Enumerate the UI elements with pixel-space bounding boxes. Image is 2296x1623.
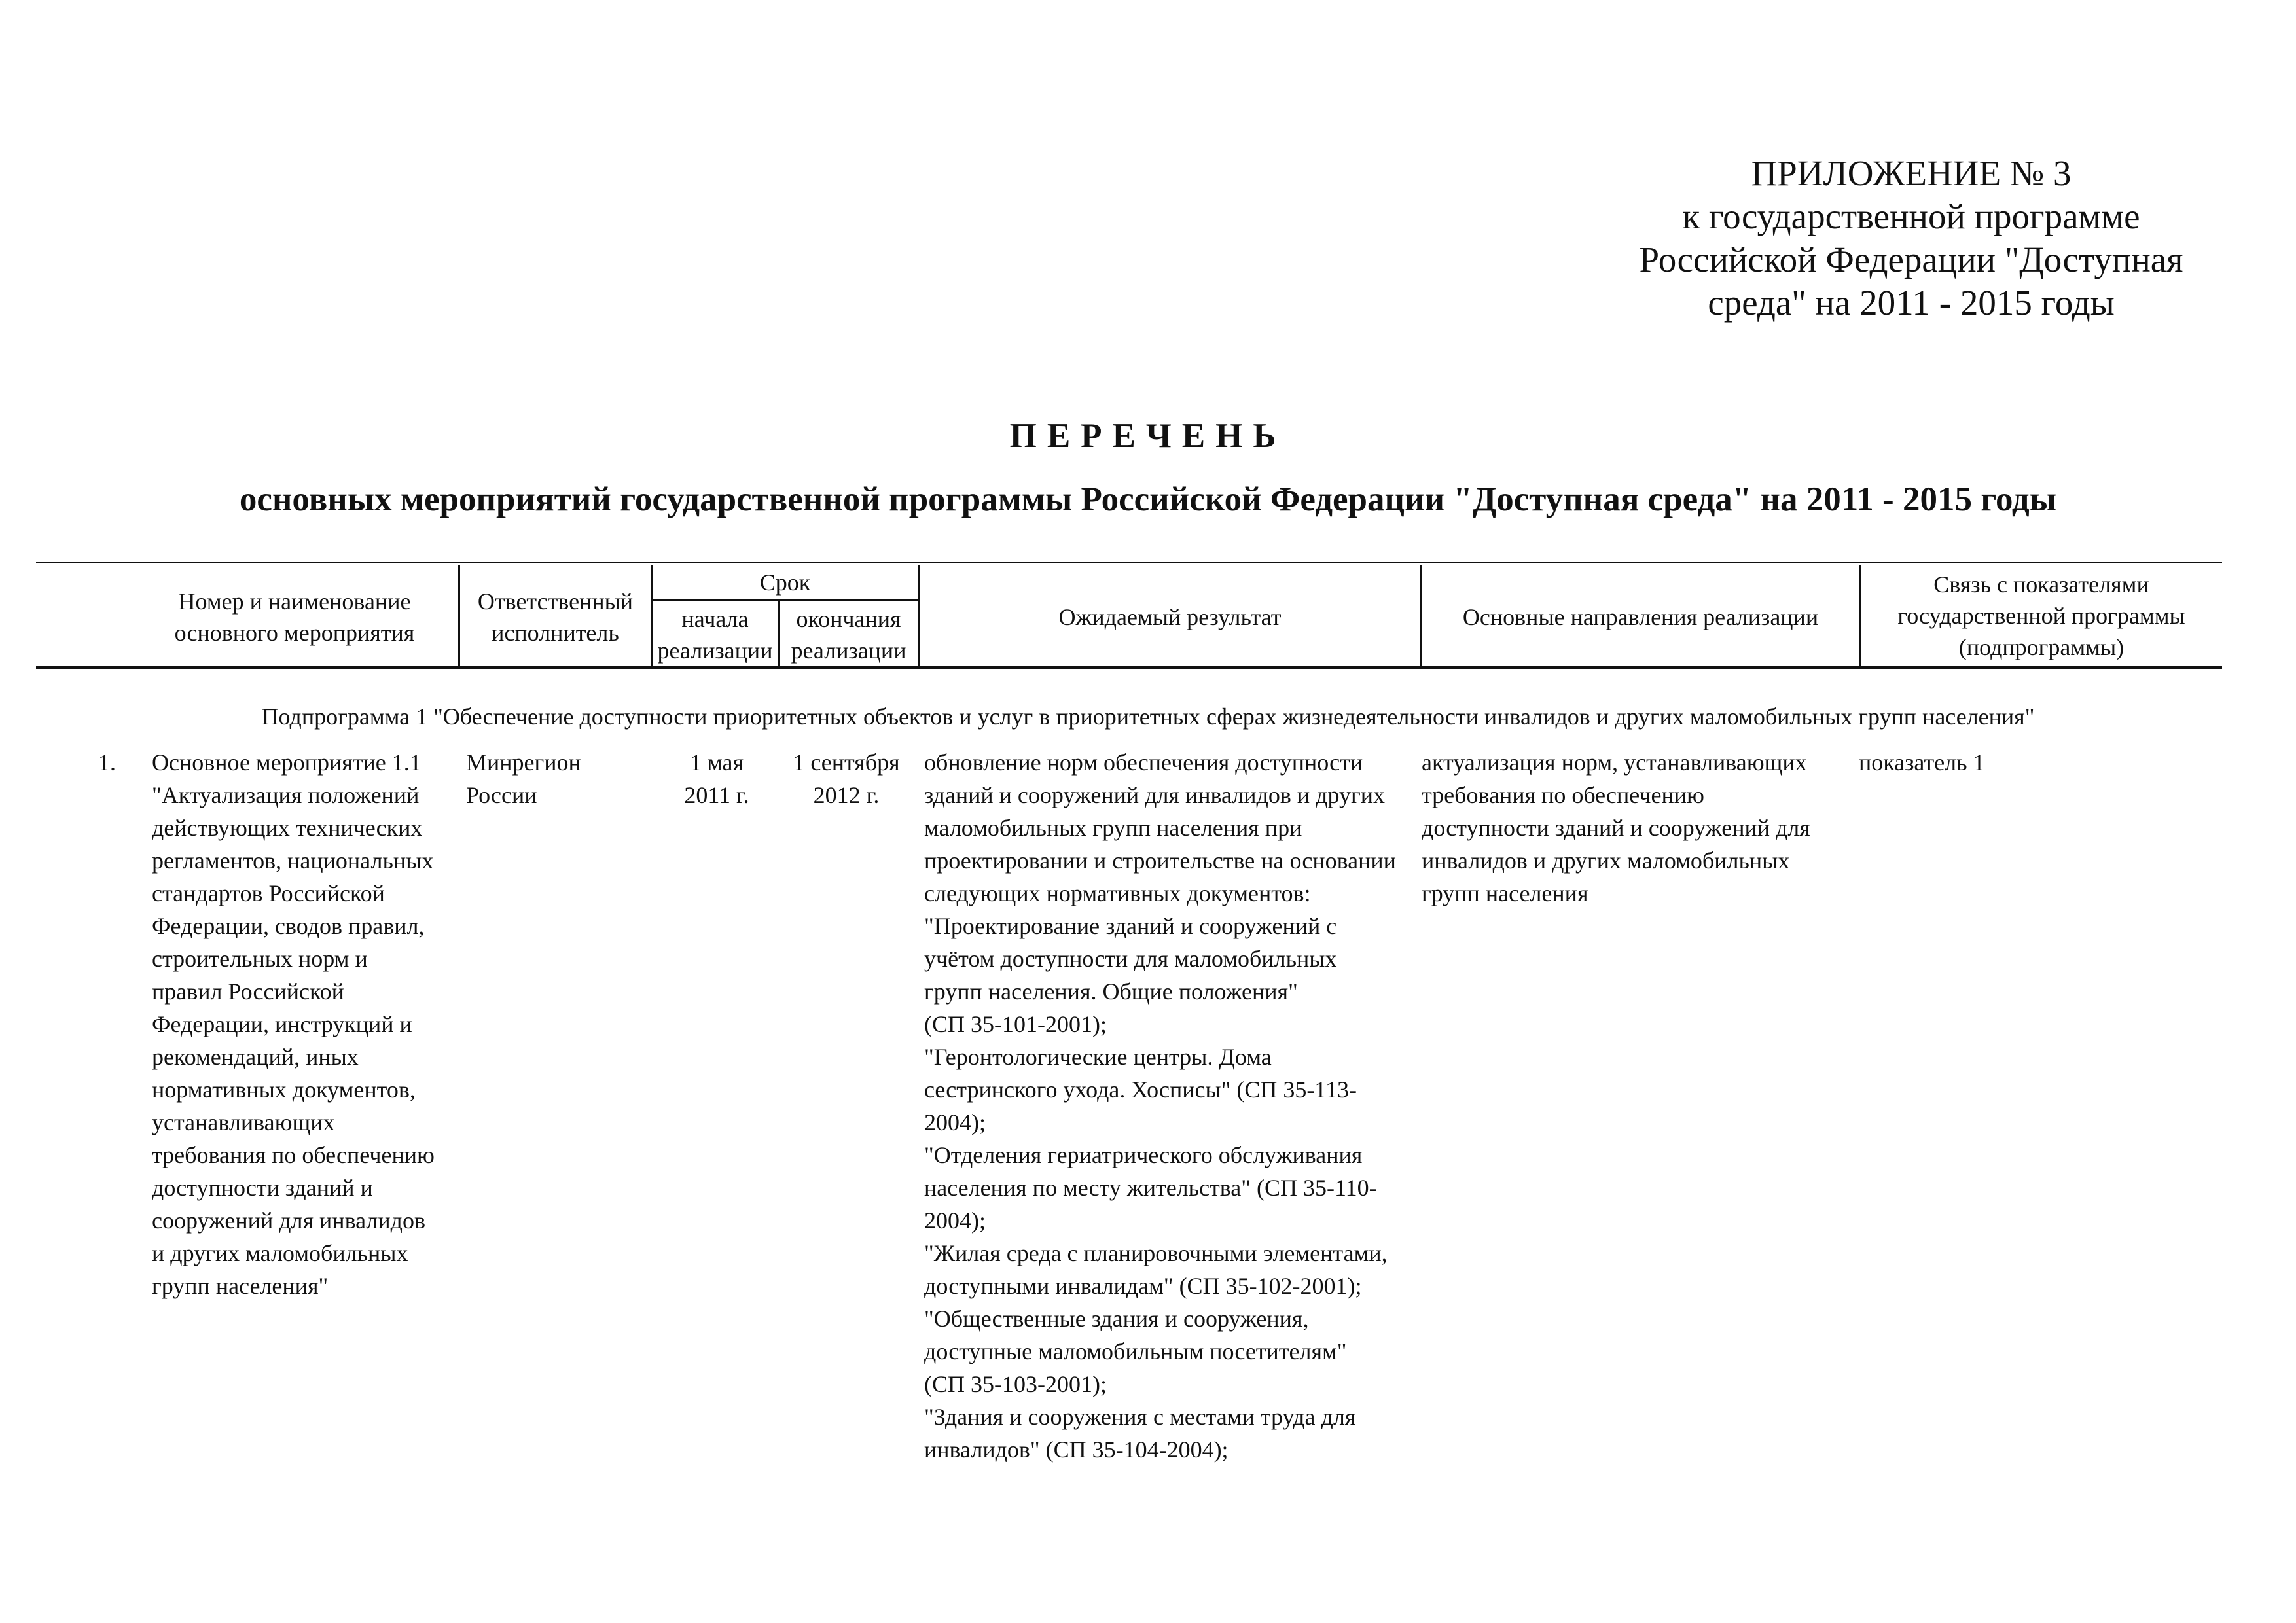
row-start-date: 1 мая 2011 г.: [684, 749, 749, 808]
appendix-line: среда" на 2011 - 2015 годы: [1708, 283, 2115, 323]
document-subtitle: основных мероприятий государственной программы Российской Федерации "Доступная среда" на 2011 - 2015 годы: [239, 480, 2057, 518]
header-term-start: начала реализации: [657, 606, 773, 664]
row-indicator-link: показатель 1: [1859, 749, 1985, 776]
row-expected-result: обновление норм обеспечения доступности зданий и сооружений для инвалидов и других маломобильных групп населения при проектировании и строительстве на основании следующих нормативных документов: "Проектирование зданий и сооружений с учётом доступности для маломобильных групп населения. Общие положения" (СП 35-101-2001); "Геронтологические центры. Дома сестринского ухода. Хосписы" (СП 35-113- 2004); "Отделения гериатрического обслуживания населения по месту жительства" (СП 35-110- 2004); "Жилая среда с планировочными элементами, доступными инвалидам" (СП 35-102-2001); "Общественные здания и сооружения, доступные маломобильным посетителям" (СП 35-103-2001); "Здания и сооружения с местами труда для инвалидов" (СП 35-104-2004);: [924, 749, 1396, 1463]
document-title: ПЕРЕЧЕНЬ: [1009, 417, 1287, 455]
row-measure: Основное мероприятие 1.1 "Актуализация положений действующих технических регламентов, национальных стандартов Российской Федерации, сводов правил, строительных норм и правил Российской Федерации, инструкций и рекомендаций, иных нормативных документов, устанавливающих требования по обеспечению доступности зданий и сооружений для инвалидов и других маломобильных групп населения": [152, 749, 435, 1299]
header-result: Ожидаемый результат: [1058, 604, 1282, 630]
appendix-line: ПРИЛОЖЕНИЕ № 3: [1751, 153, 2072, 193]
term-divider-rule: [651, 599, 918, 601]
header-directions: Основные направления реализации: [1462, 604, 1819, 630]
row-number: 1.: [98, 749, 116, 776]
table-top-rule: [36, 562, 2222, 563]
header-term-end: окончания реализации: [791, 606, 906, 664]
header-term: Срок: [759, 569, 811, 596]
row-directions: актуализация норм, устанавливающих требования по обеспечению доступности зданий и сооружений для инвалидов и других маломобильных групп населения: [1422, 749, 1810, 906]
header-measure: Номер и наименование основного мероприятия: [174, 588, 415, 646]
header-executor: Ответственный исполнитель: [477, 588, 634, 646]
table-header-bottom-rule: [36, 666, 2222, 669]
row-end-date: 1 сентября 2012 г.: [793, 749, 900, 808]
header-link: Связь с показателями государственной программы (подпрограммы): [1897, 571, 2185, 660]
appendix-heading: [1584, 152, 2238, 325]
appendix-line: к государственной программе: [1682, 196, 2140, 236]
appendix-line: Российской Федерации "Доступная: [1639, 240, 2183, 279]
subprogram-title: Подпрограмма 1 "Обеспечение доступности приоритетных объектов и услуг в приоритетных сферах жизнедеятельности инвалидов и других маломобильных групп населения": [261, 704, 2035, 730]
row-executor: Минрегион России: [466, 749, 581, 808]
